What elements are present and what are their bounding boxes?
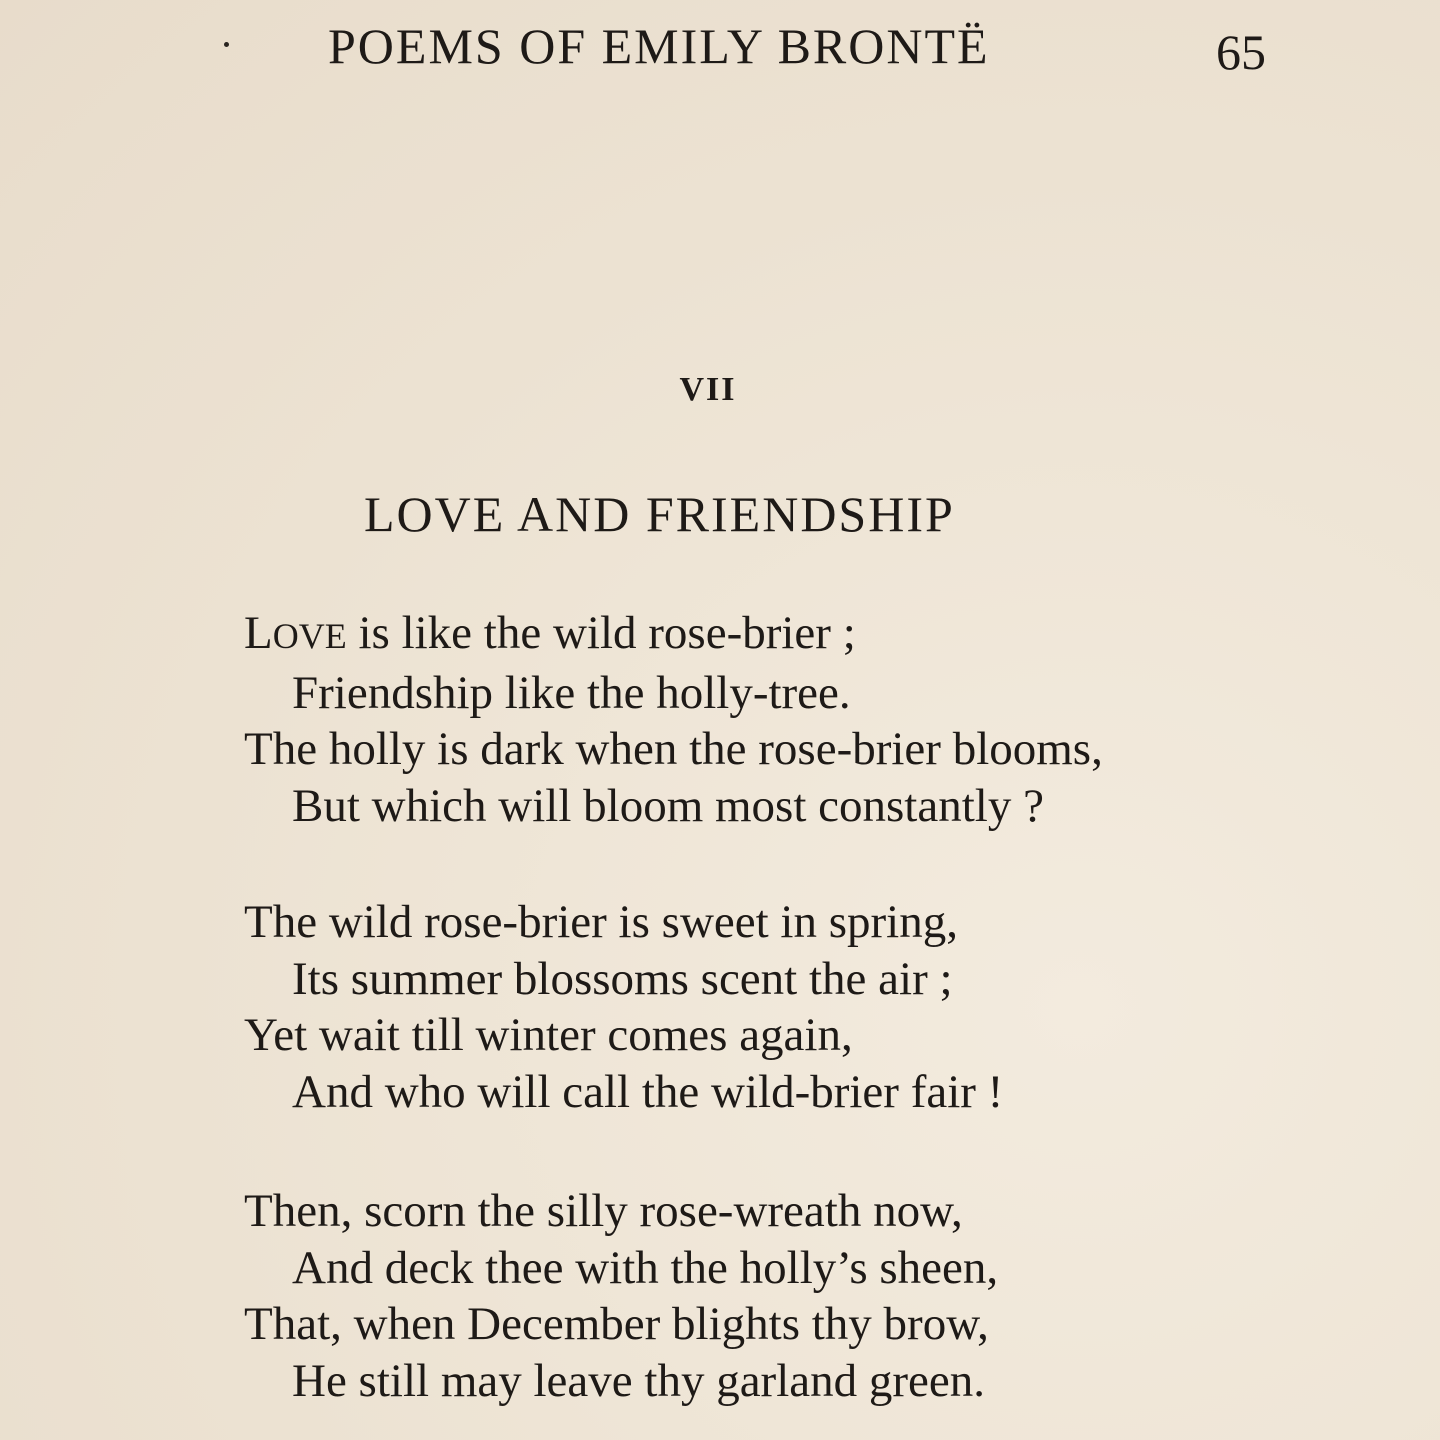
stanza-1 xyxy=(244,605,1344,834)
stanza-2 xyxy=(244,894,1344,1120)
small-caps-word: OVE xyxy=(272,616,347,656)
poem-line: The holly is dark when the rose-brier blooms, xyxy=(244,723,1103,775)
section-number: VII xyxy=(679,371,737,408)
ink-speck xyxy=(224,42,229,47)
poem-line: Then, scorn the silly rose-wreath now, xyxy=(244,1185,963,1237)
poem-line xyxy=(244,605,1344,665)
page-number: 65 xyxy=(1216,24,1266,80)
poem-line: Yet wait till winter comes again, xyxy=(244,1009,853,1061)
poem-line: And who will call the wild-brier fair ! xyxy=(292,1065,1004,1118)
drop-letter: L xyxy=(244,607,273,659)
poem-line: Its summer blossoms scent the air ; xyxy=(292,952,953,1005)
poem-line-text: is like the wild rose-brier ; xyxy=(346,607,856,659)
poem-line: But which will bloom most constantly ? xyxy=(292,779,1044,832)
running-head-title: POEMS OF EMILY BRONTË xyxy=(328,18,990,74)
poem-line: He still may leave thy garland green. xyxy=(292,1354,985,1407)
poem-line: And deck thee with the holly’s sheen, xyxy=(292,1241,999,1294)
poem-line: The wild rose-brier is sweet in spring, xyxy=(244,896,958,948)
poem-title: LOVE AND FRIENDSHIP xyxy=(364,486,955,542)
poem-line: That, when December blights thy brow, xyxy=(244,1298,989,1350)
stanza-3 xyxy=(244,1183,1344,1409)
poem-line: Friendship like the holly-tree. xyxy=(292,666,851,719)
